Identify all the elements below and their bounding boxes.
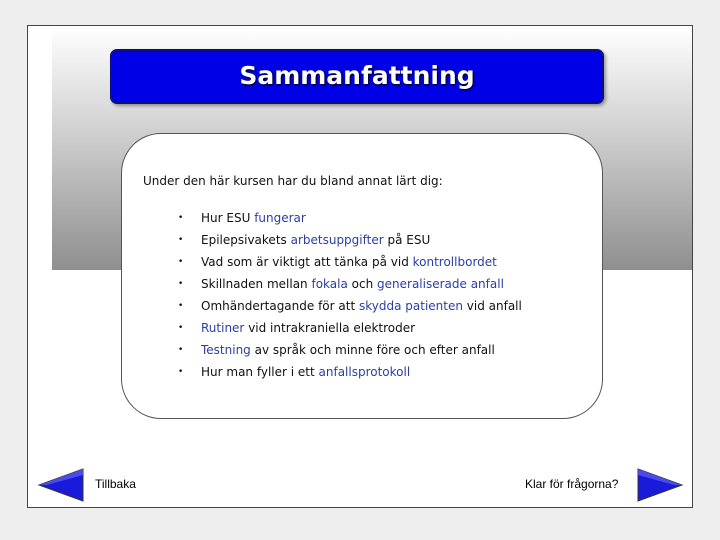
list-item-text: Epilepsivakets [201, 233, 291, 247]
list-item [178, 229, 522, 251]
highlight-term: fokala [311, 277, 348, 291]
list-item-text: på ESU [383, 233, 431, 247]
list-item [178, 361, 522, 383]
list-item [178, 295, 522, 317]
title-bar [110, 49, 604, 104]
highlight-term: Rutiner [201, 321, 245, 335]
list-item-text: Vad som är viktigt att tänka på vid [201, 255, 413, 269]
list-item-text: av språk och minne före och efter anfall [250, 343, 495, 357]
highlight-term: arbetsuppgifter [290, 233, 384, 247]
list-item [178, 207, 522, 229]
bullet-glyph: • [178, 323, 184, 333]
next-button[interactable] [636, 467, 684, 503]
bullet-glyph: • [178, 235, 184, 245]
highlight-term: generaliserade anfall [377, 277, 504, 291]
right-arrow-icon [636, 467, 684, 503]
bullet-glyph: • [178, 345, 184, 355]
highlight-term: kontrollbordet [412, 255, 497, 269]
bullet-glyph: • [178, 301, 184, 311]
highlight-term: Testning [201, 343, 251, 357]
back-label[interactable]: Tillbaka [95, 477, 136, 491]
list-item [178, 273, 522, 295]
list-item-text: Hur man fyller i ett [201, 365, 319, 379]
list-item-text: Skillnaden mellan [201, 277, 312, 291]
highlight-term: fungerar [254, 211, 306, 225]
list-item [178, 317, 522, 339]
highlight-term: anfallsprotokoll [318, 365, 411, 379]
list-item-text: vid anfall [462, 299, 522, 313]
bullet-glyph: • [178, 279, 184, 289]
left-arrow-icon [37, 467, 85, 503]
list-item-text: och [347, 277, 378, 291]
list-item [178, 339, 522, 361]
intro-text: Under den här kursen har du bland annat lärt dig: [143, 174, 443, 188]
highlight-term: skydda patienten [358, 299, 463, 313]
bullet-glyph: • [178, 213, 184, 223]
next-label[interactable]: Klar för frågorna? [525, 477, 619, 491]
back-button[interactable] [37, 467, 85, 503]
list-item-text: Omhändertagande för att [201, 299, 359, 313]
bullet-glyph: • [178, 367, 184, 377]
bullet-glyph: • [178, 257, 184, 267]
page-title: Sammanfattning [239, 61, 475, 90]
list-item [178, 251, 522, 273]
list-item-text: Hur ESU [201, 211, 255, 225]
summary-list [178, 207, 522, 383]
list-item-text: vid intrakraniella elektroder [244, 321, 416, 335]
